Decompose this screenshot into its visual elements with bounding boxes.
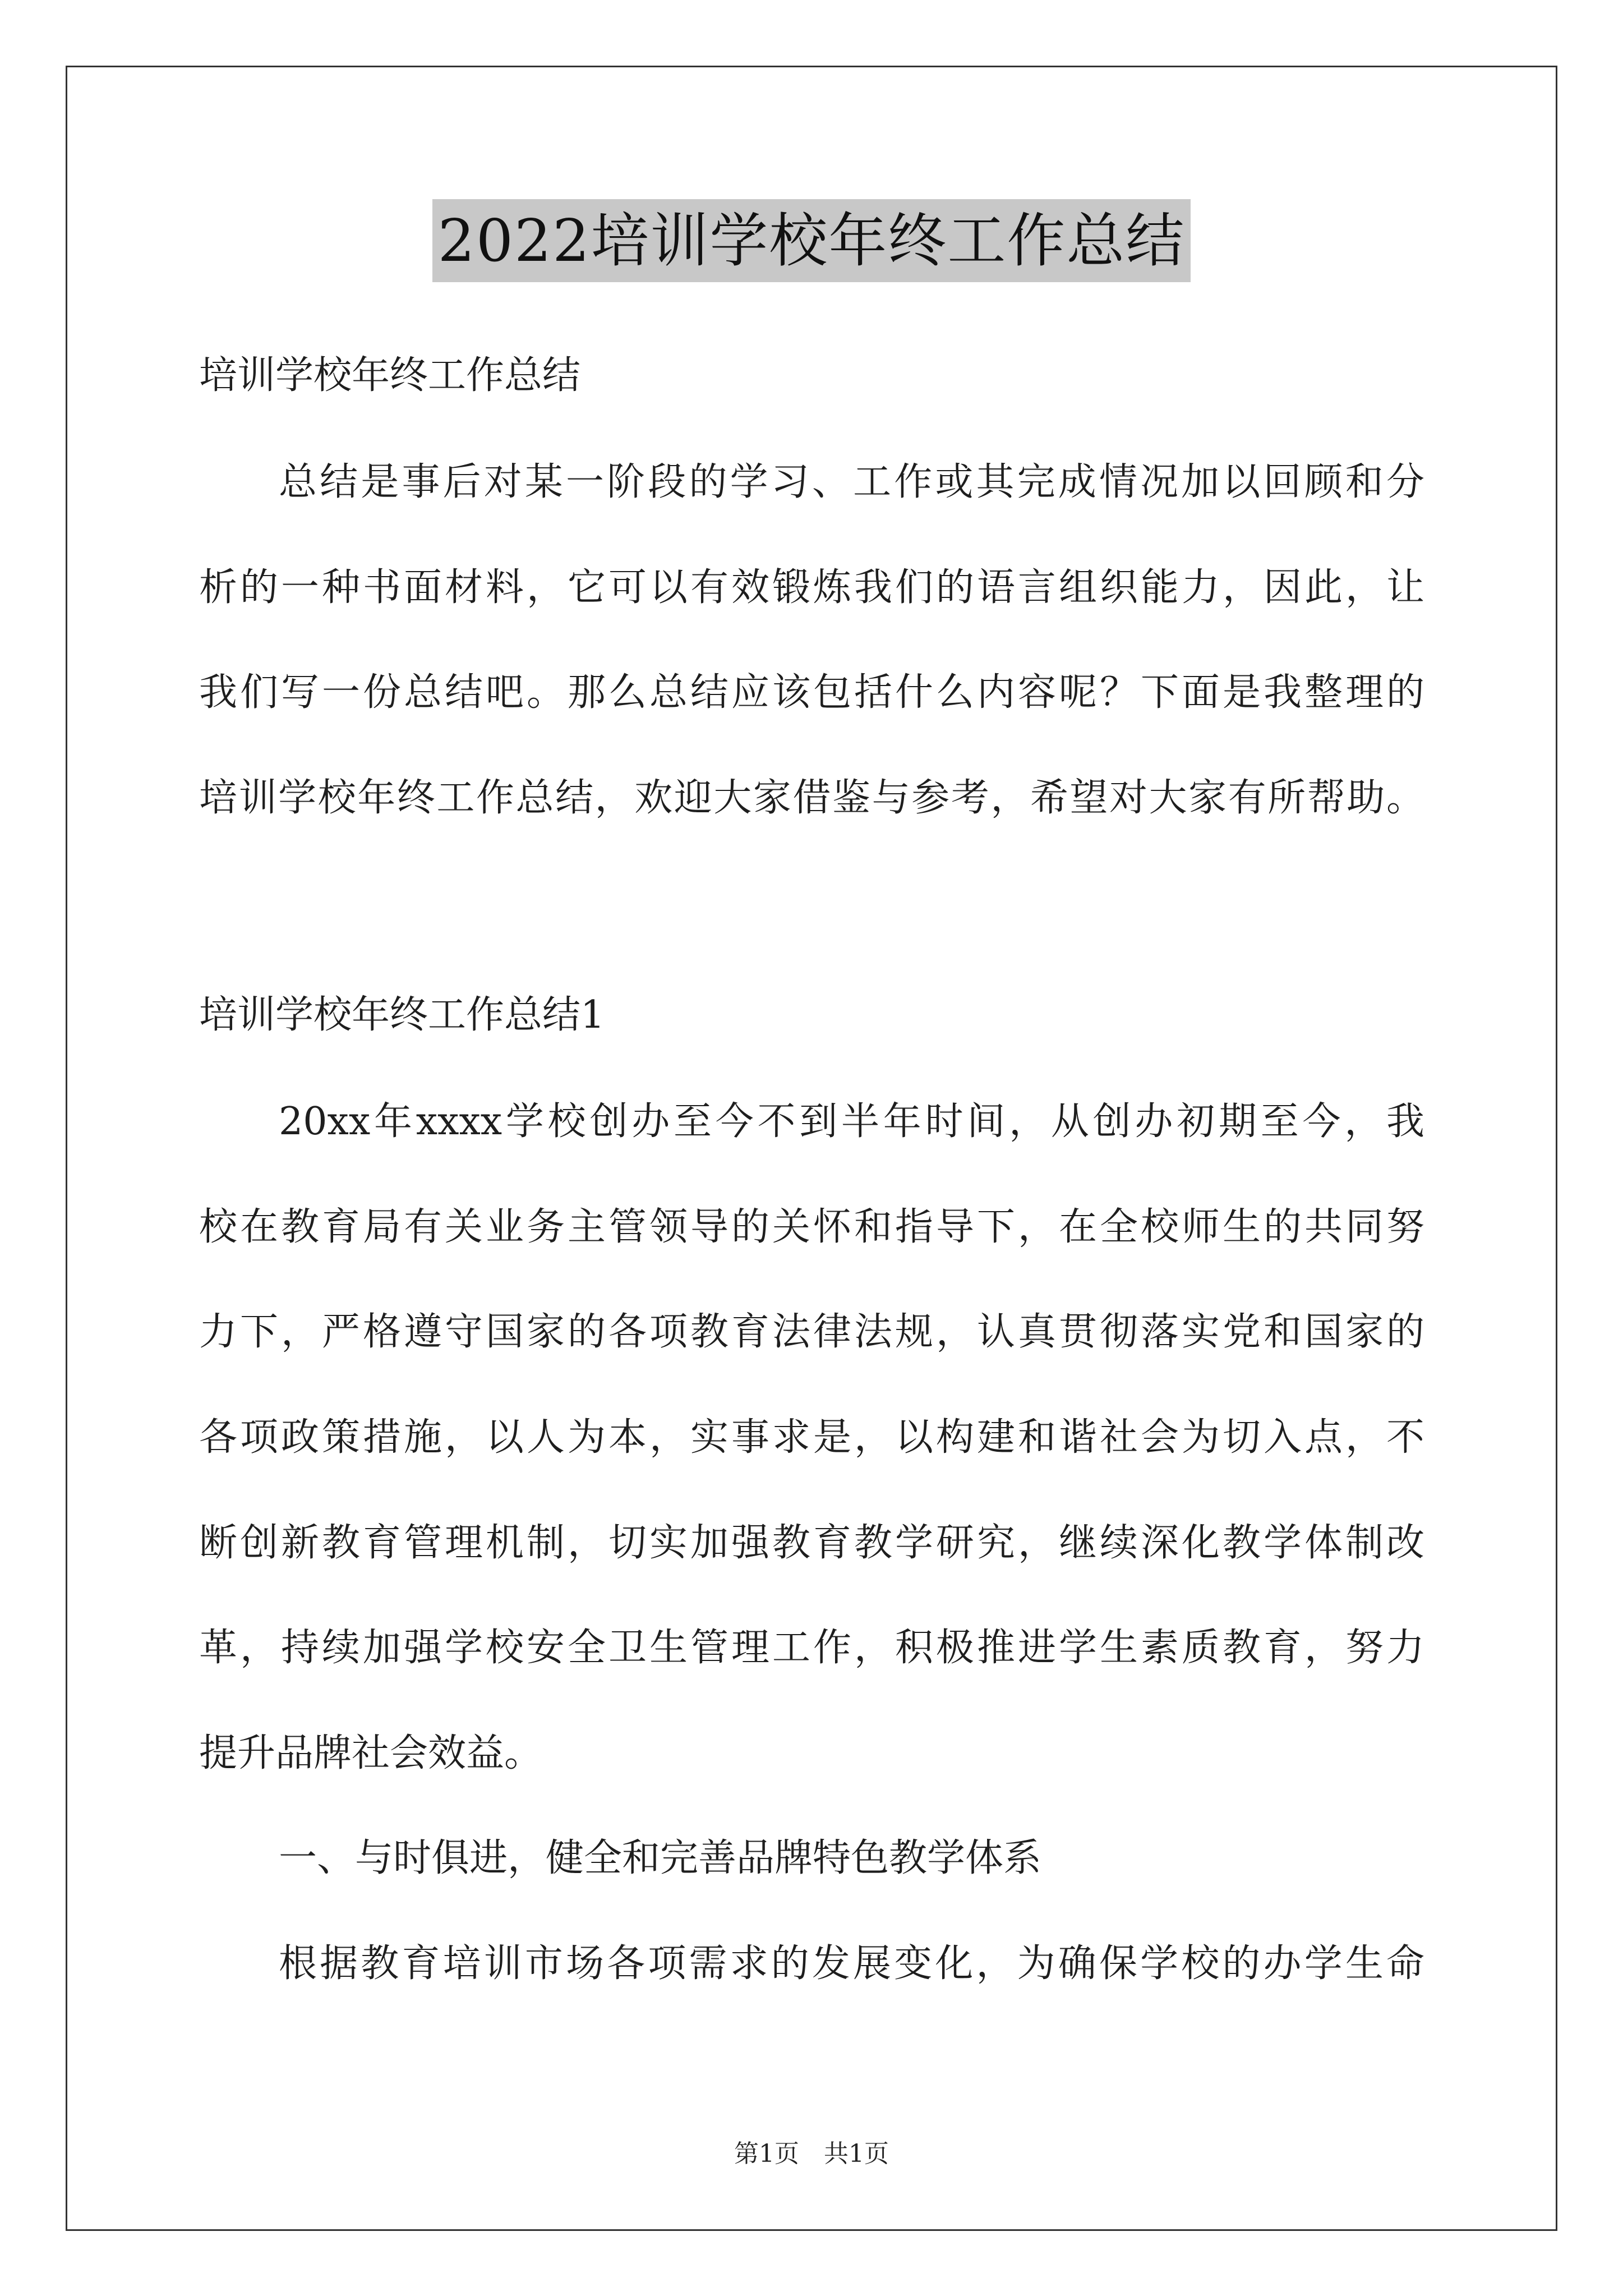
- paragraph-line: 析的一种书面材料，它可以有效锻炼我们的语言组织能力，因此，让: [199, 565, 1424, 610]
- paragraph-line: 提升品牌社会效益。: [199, 1731, 543, 1775]
- paragraph-line: 各项政策措施，以人为本，实事求是，以构建和谐社会为切入点，不: [199, 1415, 1424, 1460]
- paragraph-line: 我们写一份总结吧。那么总结应该包括什么内容呢？下面是我整理的: [199, 670, 1424, 715]
- page-footer: 第1页 共1页: [734, 2139, 889, 2168]
- document-title: 2022培训学校年终工作总结: [432, 199, 1191, 282]
- paragraph-line: 根据教育培训市场各项需求的发展变化，为确保学校的办学生命: [279, 1941, 1424, 1986]
- paragraph-line: 培训学校年终工作总结，欢迎大家借鉴与参考，希望对大家有所帮助。: [199, 776, 1424, 820]
- paragraph-line: 断创新教育管理机制，切实加强教育教学研究，继续深化教学体制改: [199, 1521, 1424, 1565]
- section-heading: 培训学校年终工作总结1: [199, 993, 605, 1037]
- paragraph-line: 力下，严格遵守国家的各项教育法律法规，认真贯彻落实党和国家的: [199, 1310, 1424, 1354]
- paragraph-line: 20xx年xxxx学校创办至今不到半年时间，从创办初期至今，我: [279, 1099, 1424, 1144]
- subtitle-line: 培训学校年终工作总结: [199, 353, 581, 398]
- paragraph-line: 革，持续加强学校安全卫生管理工作，积极推进学生素质教育，努力: [199, 1626, 1424, 1670]
- title-container: [0, 199, 1623, 282]
- subsection-heading: 一、与时俱进，健全和完善品牌特色教学体系: [279, 1836, 1042, 1880]
- paragraph-line: 总结是事后对某一阶段的学习、工作或其完成情况加以回顾和分: [279, 460, 1424, 504]
- paragraph-line: 校在教育局有关业务主管领导的关怀和指导下，在全校师生的共同努: [199, 1205, 1424, 1249]
